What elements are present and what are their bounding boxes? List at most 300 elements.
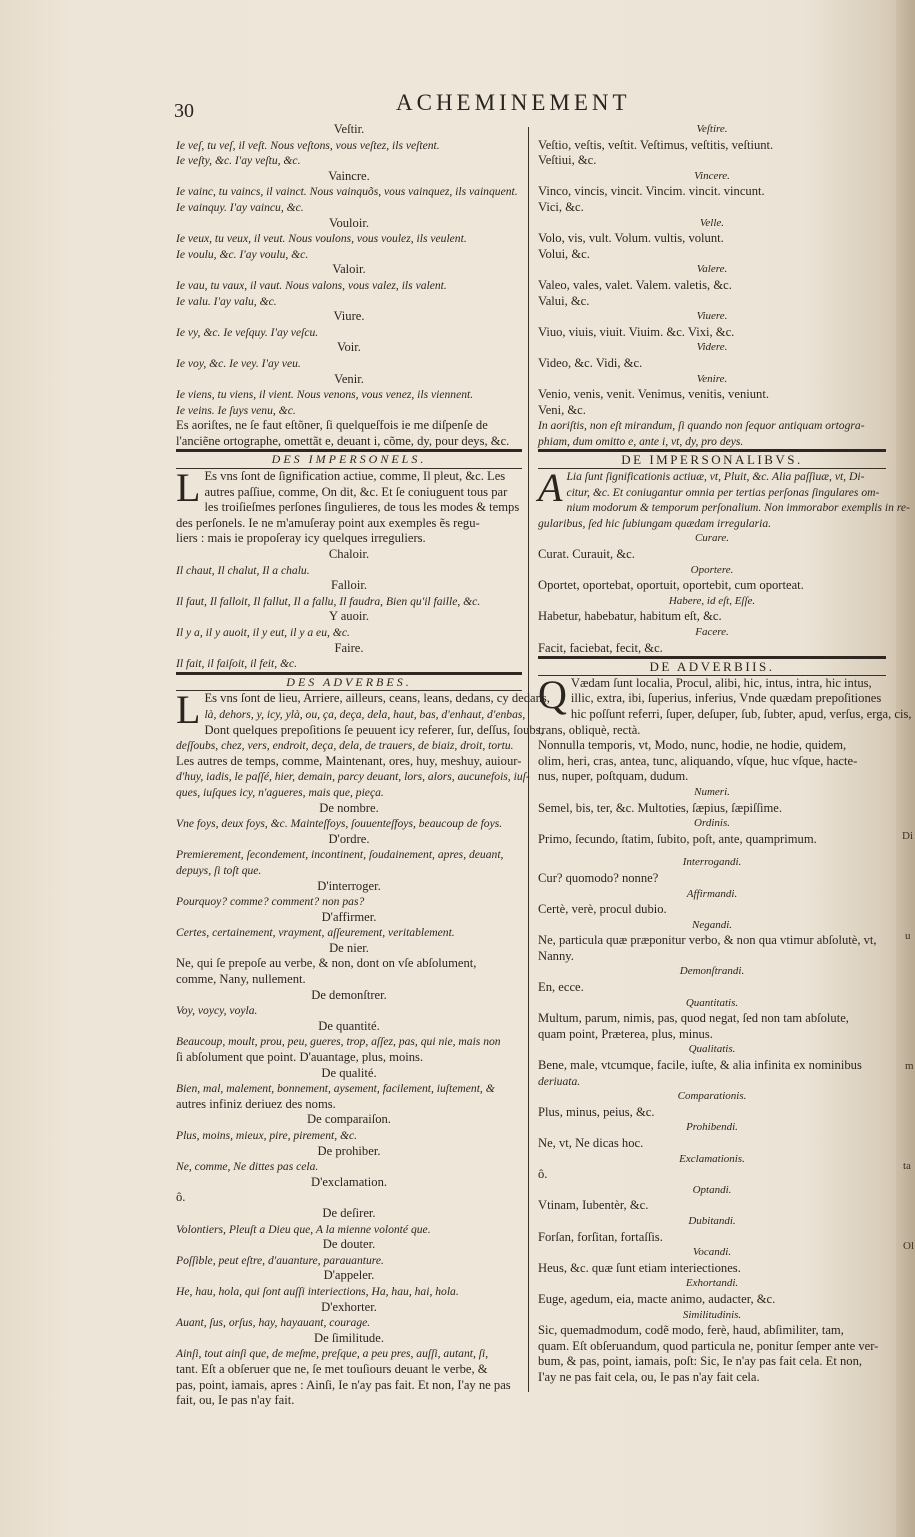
text-line: [538, 1167, 886, 1183]
line-text: Ne, qui ſe prepoſe au verbe, & non, dont on vſe abſolument,: [176, 956, 477, 971]
text-line: [176, 1393, 522, 1409]
subheading: [176, 169, 522, 185]
subheading: [538, 964, 886, 980]
line-text: Dubitandi.: [688, 1214, 736, 1227]
text-line: [538, 387, 886, 403]
text-line: [176, 356, 522, 372]
line-text: Vaincre.: [328, 168, 370, 183]
left-column: [176, 122, 550, 1409]
line-text: Optandi.: [692, 1183, 732, 1196]
text-line: [176, 403, 522, 419]
subheading: [176, 578, 522, 594]
line-text: Qualitatis.: [688, 1043, 736, 1056]
line-text: Similitudinis.: [682, 1308, 742, 1321]
text-line: [176, 894, 522, 910]
line-text: Chaloir.: [328, 547, 370, 562]
line-text: Veſtio, veſtis, veſtit. Veſtimus, veſtitis, veſtiunt.: [538, 137, 774, 152]
line-text: nium modorum & temporum perſonalium. Non immorabor exemplis in re-: [566, 501, 910, 515]
text-line: [176, 563, 522, 579]
text-line: [176, 1159, 522, 1175]
section-heading: [538, 452, 886, 468]
text-line: [538, 723, 886, 739]
line-text: Videre.: [696, 341, 728, 354]
text-line: [176, 1253, 522, 1269]
section-heading: [176, 452, 522, 468]
line-text: Ie valu. I'ay valu, &c.: [176, 294, 277, 308]
text-line: [538, 1370, 886, 1386]
text-line: [176, 1315, 522, 1331]
text-line: [176, 656, 522, 672]
line-text: Premierement, ſecondement, incontinent, ſoudainement, apres, deuant,: [176, 848, 504, 862]
text-line: [176, 625, 522, 641]
line-text: Ne, vt, Ne dicas hoc.: [538, 1136, 644, 1150]
line-text: hic poſſunt referri, ſuper, deſuper, ſub, ſubter, apud, verſus, erga, cis,: [570, 706, 912, 721]
line-text: Voir.: [337, 340, 361, 355]
text-line: [176, 247, 522, 263]
subheading: [538, 996, 886, 1012]
text-line: [176, 785, 522, 801]
line-text: Exhortandi.: [685, 1277, 739, 1290]
line-text: Valui, &c.: [538, 293, 590, 308]
text-line: [176, 231, 522, 247]
text-line: [176, 1190, 522, 1206]
subheading: [538, 309, 886, 325]
line-text: Dont quelques prepoſitions ſe peuuent icy referer, ſur, deſſus, ſoubs,: [204, 722, 544, 737]
subheading: [176, 216, 522, 232]
line-text: quam point, Præterea, plus, minus.: [538, 1026, 713, 1041]
text-line: [176, 1050, 522, 1066]
subheading: [538, 563, 886, 579]
text-line: [176, 1128, 522, 1144]
line-text: autres infiniz deriuez des noms.: [176, 1096, 336, 1111]
edge-fragment: u: [905, 930, 911, 942]
text-line: [538, 200, 886, 216]
line-text: De ſimilitude.: [314, 1330, 384, 1345]
line-text: Vne foys, deux foys, &c. Mainteſfoys, ſouuenteſfoys, beaucoup de foys.: [176, 817, 503, 831]
text-line: [176, 387, 522, 403]
line-text: Viure.: [333, 309, 365, 324]
line-text: De deſirer.: [322, 1205, 376, 1220]
text-line: [538, 754, 886, 770]
text-line: [538, 325, 886, 341]
subheading: [538, 372, 886, 388]
subheading: [538, 887, 886, 903]
line-text: Voy, voycy, voyla.: [176, 1004, 258, 1018]
line-text: De comparaiſon.: [307, 1112, 391, 1127]
line-text: Vincere.: [694, 169, 730, 182]
line-text: Il faut, Il falloit, Il fallut, Il a fallu, Il faudra, Bien qu'il faille, &c.: [176, 594, 481, 608]
subheading: [538, 1308, 886, 1324]
line-text: Bien, mal, malement, bonnement, aysement, facilement, iuſtement, &: [176, 1082, 495, 1096]
subheading: [176, 1237, 522, 1253]
line-text: De demonſtrer.: [311, 987, 387, 1002]
subheading: [176, 801, 522, 817]
text-line: [538, 871, 886, 887]
line-text: tant. Eſt a obſeruer que ne, ſe met touſiours deuant le verbe, &: [176, 1361, 488, 1376]
text-line: [538, 1136, 886, 1152]
line-text: Ie viens, tu viens, il vient. Nous venons, vous venez, ils viennent.: [176, 388, 474, 402]
text-line: [538, 485, 886, 501]
text-line: [538, 1292, 886, 1308]
line-text: Vædam ſunt localia, Procul, alibi, hic, intus, intra, hic intus,: [570, 675, 872, 690]
line-text: DE ADVERBIIS.: [649, 659, 775, 675]
text-line: [176, 972, 522, 988]
line-text: De douter.: [322, 1237, 376, 1252]
drop-capital: L: [176, 465, 201, 511]
text-line: [176, 769, 530, 785]
subheading: [538, 785, 886, 801]
line-text: Facit, faciebat, fecit, &c.: [538, 640, 663, 655]
subheading: [176, 609, 522, 625]
subheading: [176, 1019, 522, 1035]
line-text: Vinco, vincis, vincit. Vincim. vincit. vincunt.: [538, 184, 765, 199]
line-text: Veſtiui, &c.: [538, 153, 597, 168]
text-line: [176, 153, 522, 169]
line-text: Ie vainc, tu vaincs, il vainct. Nous vainquõs, vous vainquez, ils vainquent.: [176, 185, 518, 199]
text-line: [176, 956, 522, 972]
subheading: [538, 122, 886, 138]
text-line: [176, 1003, 522, 1019]
subheading: [176, 1268, 522, 1284]
text-line: [538, 933, 886, 949]
subheading: [538, 1276, 886, 1292]
text-line: [538, 278, 886, 294]
text-line: [176, 1097, 522, 1113]
line-text: Habere, id eſt, Eſſe.: [668, 594, 756, 607]
line-text: De prohiber.: [317, 1143, 381, 1158]
text-line: [538, 247, 886, 263]
line-text: Cur? quomodo? nonne?: [538, 870, 659, 885]
text-line: [176, 1284, 522, 1300]
line-text: Veſtir.: [333, 122, 365, 136]
line-text: des perſonels. Ie ne m'amuſeray point aux exemples ẽs regu-: [176, 515, 480, 530]
text-line: [538, 738, 886, 754]
line-text: Semel, bis, ter, &c. Multoties, ſæpius, ſæpiſſime.: [538, 800, 783, 815]
line-text: D'affirmer.: [321, 909, 377, 924]
line-text: Exclamationis.: [679, 1152, 745, 1165]
text-line: [538, 832, 886, 848]
text-line: [176, 847, 522, 863]
subheading: [538, 1183, 886, 1199]
section-heading: [176, 675, 522, 691]
subheading: [176, 641, 522, 657]
subheading: [176, 1206, 522, 1222]
line-text: Ie veſ, tu veſ, il veſt. Nous veſtons, vous veſtez, ils veſtent.: [176, 138, 440, 152]
line-text: Certè, verè, procul dubio.: [538, 902, 667, 917]
text-line: [538, 1058, 886, 1074]
line-text: Video, &c. Vidi, &c.: [538, 355, 643, 370]
subheading: [176, 372, 522, 388]
text-line: [538, 138, 886, 154]
line-text: pas, point, iamais, apres : Ainſi, Ie n'ay pas fait. Et non, I'ay ne pas: [176, 1377, 511, 1392]
text-line: [176, 531, 522, 547]
line-text: Heus, &c. quæ ſunt etiam interiectiones.: [538, 1260, 741, 1275]
line-text: DES IMPERSONELS.: [271, 452, 427, 467]
text-line: [176, 863, 522, 879]
line-text: Velle.: [699, 216, 725, 229]
line-text: Ne, particula quæ præponitur verbo, & non qua vtimur abſolutè, vt,: [538, 933, 877, 948]
line-text: Veni, &c.: [538, 402, 586, 417]
drop-capital: L: [176, 687, 201, 733]
line-text: Valeo, vales, valet. Valem. valetis, &c.: [538, 277, 732, 292]
line-text: D'interroger.: [317, 878, 381, 893]
line-text: En, ecce.: [538, 980, 584, 995]
line-text: D'exclamation.: [310, 1174, 388, 1189]
line-text: trans, obliquè, rectà.: [538, 722, 641, 737]
right-column: [538, 122, 912, 1386]
line-text: Sic, quemadmodum, codẽ modo, ferè, haud, abſimiliter, tam,: [538, 1323, 844, 1338]
line-text: Viuo, viuis, viuit. Viuim. &c. Vixi, &c.: [538, 324, 735, 339]
text-line: [176, 184, 522, 200]
line-text: quam. Eſt obſeruandum, quod particula ne, ponitur ſemper ante ver-: [538, 1338, 879, 1353]
line-text: d'huy, iadis, le paſſé, hier, demain, parcy deuant, lors, alors, aucunefois, iuſ-: [176, 770, 530, 784]
line-text: Plus, minus, peius, &c.: [538, 1104, 655, 1119]
text-line: [538, 356, 886, 372]
edge-fragment: ta: [903, 1160, 911, 1172]
text-line: [538, 1261, 886, 1277]
text-line: [538, 547, 886, 563]
subheading: [538, 1089, 886, 1105]
line-text: Ie veux, tu veux, il veut. Nous voulons, vous voulez, ils veulent.: [176, 232, 467, 246]
text-line: [538, 801, 886, 817]
text-line: [538, 1230, 886, 1246]
line-text: Negandi.: [691, 918, 733, 931]
subheading: [176, 1144, 522, 1160]
line-text: Ie voy, &c. Ie vey. I'ay veu.: [176, 356, 301, 370]
line-text: Ie veſty, &c. I'ay veſtu, &c.: [176, 154, 301, 168]
text-line: [538, 706, 912, 723]
line-text: Poſſible, peut eſtre, d'auanture, parauanture.: [176, 1253, 384, 1267]
text-line: [176, 1222, 522, 1238]
subheading: [538, 918, 886, 934]
subheading: [538, 262, 886, 278]
line-text: les troiſieſmes perſones ſingulieres, de tous les modes & temps: [204, 500, 520, 515]
subheading: [176, 879, 522, 895]
text-line: [176, 1034, 522, 1050]
subheading: [176, 1066, 522, 1082]
text-line: [538, 609, 886, 625]
line-text: ô.: [176, 1190, 186, 1205]
subheading: [538, 1214, 886, 1230]
text-line: [538, 1354, 886, 1370]
line-text: Euge, agedum, eia, macte animo, audacter, &c.: [538, 1291, 776, 1306]
subheading: [176, 122, 522, 138]
line-text: ques, iuſques icy, n'agueres, mais que, pieça.: [176, 785, 384, 799]
line-text: Faire.: [334, 640, 364, 655]
line-text: ô.: [538, 1167, 548, 1182]
line-text: Ne, comme, Ne dittes pas cela.: [176, 1160, 319, 1174]
text-line: [176, 500, 522, 516]
line-text: De nombre.: [319, 800, 379, 815]
text-line: [538, 691, 886, 707]
text-line: [538, 641, 886, 657]
line-text: Certes, certainement, vrayment, aſſeurement, veritablement.: [176, 926, 455, 940]
line-text: Es vns ſont de ſignification actiue, comme, Il pleut, &c. Les: [204, 469, 506, 484]
text-line: [538, 1323, 886, 1339]
line-text: Veſtire.: [696, 123, 728, 135]
line-text: phiam, dum omitto e, ante i, vt, dy, pro deys.: [538, 434, 744, 448]
text-line: [176, 1362, 522, 1378]
line-text: olim, heri, cras, antea, tunc, aliquando, vſque, huc vſque, hacte-: [538, 753, 858, 768]
line-text: Quantitatis.: [685, 996, 739, 1009]
subheading: [176, 910, 522, 926]
line-text: Habetur, habebatur, habitum eſt, &c.: [538, 609, 722, 624]
line-text: DES ADVERBES.: [286, 674, 412, 689]
text-line: [176, 418, 522, 434]
line-text: Auant, ſus, orſus, hay, hayauant, courage.: [176, 1316, 371, 1330]
text-line: [538, 153, 886, 169]
line-text: Ie veins. Ie ſuys venu, &c.: [176, 403, 296, 417]
line-text: Ie vainquy. I'ay vaincu, &c.: [176, 200, 304, 214]
subheading: [538, 594, 886, 610]
text-line: [176, 138, 522, 154]
section-heading: [538, 659, 886, 675]
line-text: Pourquoy? comme? comment? non pas?: [176, 895, 365, 909]
text-line: [538, 516, 886, 532]
subheading: [538, 531, 886, 547]
subheading: [538, 816, 886, 832]
line-text: là, dehors, y, icy, ylà, ou, ça, deça, dela, haut, bas, d'enhaut, d'enbas,: [204, 707, 526, 721]
line-text: In aoriſtis, non eſt mirandum, ſi quando non ſequor antiquam ortogra-: [538, 419, 865, 433]
line-text: Volo, vis, vult. Volum. vultis, volunt.: [538, 231, 724, 246]
text-line: [176, 325, 522, 341]
line-text: Comparationis.: [677, 1090, 747, 1103]
subheading: [538, 1152, 886, 1168]
spacer: [538, 847, 886, 855]
text-line: [538, 1105, 886, 1121]
line-text: Ie voulu, &c. I'ay voulu, &c.: [176, 247, 309, 261]
line-text: Vtinam, Iubentèr, &c.: [538, 1198, 649, 1213]
text-line: [538, 403, 886, 419]
line-text: illic, extra, ibi, ſuperius, inferius, Vnde quædam prepoſitiones: [570, 691, 882, 706]
line-text: Venio, venis, venit. Venimus, venitis, veniunt.: [538, 387, 769, 402]
line-text: Numeri.: [694, 785, 730, 798]
subheading: [176, 832, 522, 848]
line-text: Forſan, forſitan, fortaſſis.: [538, 1229, 663, 1244]
text-line: [176, 1346, 522, 1362]
line-text: Es vns ſont de lieu, Arriere, ailleurs, ceans, leans, dedans, cy dedans,: [204, 691, 550, 706]
line-text: Prohibendi.: [686, 1121, 738, 1134]
line-text: Curat. Curauit, &c.: [538, 547, 635, 562]
text-line: [538, 294, 886, 310]
text-line: [176, 722, 544, 739]
text-line: [176, 816, 522, 832]
text-line: [538, 1074, 886, 1090]
line-text: Volui, &c.: [538, 246, 590, 261]
drop-capital: A: [538, 465, 563, 511]
text-line: [176, 754, 522, 770]
subheading: [538, 340, 886, 356]
text-line: [538, 1011, 886, 1027]
line-text: fait, ou, Ie pas n'ay fait.: [176, 1393, 295, 1408]
text-line: [538, 231, 886, 247]
text-line: [538, 1339, 886, 1355]
line-text: Les autres de temps, comme, Maintenant, ores, huy, meshuy, auiour-: [176, 753, 522, 768]
line-text: Affirmandi.: [686, 887, 738, 900]
line-text: Curare.: [694, 532, 730, 545]
line-text: Vouloir.: [328, 215, 369, 230]
line-text: De qualité.: [321, 1065, 377, 1080]
line-text: D'appeler.: [323, 1268, 375, 1283]
line-text: Valere.: [696, 263, 728, 276]
text-line: [176, 434, 522, 450]
line-text: Nonnulla temporis, vt, Modo, nunc, hodie, ne hodie, quidem,: [538, 738, 847, 753]
text-line: [538, 1198, 886, 1214]
text-line: [176, 1378, 522, 1394]
subheading: [176, 309, 522, 325]
text-line: [538, 418, 886, 434]
line-text: Valoir.: [332, 262, 366, 277]
line-text: Es aoriſtes, ne ſe faut eſtõner, ſi quelqueſfois ie me diſpenſe de: [176, 418, 488, 433]
text-line: [176, 485, 522, 501]
line-text: depuys, ſi toſt que.: [176, 863, 262, 877]
line-text: deriuata.: [538, 1074, 581, 1088]
subheading: [176, 1331, 522, 1347]
line-text: Beaucoup, moult, prou, peu, gueres, trop, aſſez, pas, qui nie, mais non: [176, 1035, 501, 1049]
line-text: deſſoubs, chez, vers, endroit, deça, dela, de trauers, de biaiz, droit, tortu.: [176, 739, 514, 753]
line-text: Multum, parum, nimis, pas, quod negat, ſed non tam abſolute,: [538, 1011, 849, 1026]
line-text: He, hau, hola, qui ſont auſſi interiections, Ha, hau, hai, hola.: [176, 1284, 459, 1298]
text-line: [538, 980, 886, 996]
next-page-edge: [896, 0, 915, 1537]
subheading: [538, 1120, 886, 1136]
line-text: l'anciẽne ortographe, omettãt e, deuant i, cõme, dy, pour deys, &c.: [176, 433, 510, 448]
subheading: [176, 340, 522, 356]
text-line: [538, 1027, 886, 1043]
line-text: Y auoir.: [328, 609, 370, 624]
line-text: comme, Nany, nullement.: [176, 972, 306, 987]
line-text: Il fait, il faiſoit, il feit, &c.: [176, 657, 298, 671]
line-text: nus, nuper, poſtquam, dudum.: [538, 769, 689, 784]
subheading: [538, 855, 886, 871]
line-text: De quantité.: [318, 1018, 380, 1033]
line-text: Interrogandi.: [682, 856, 742, 869]
text-line: [176, 1081, 522, 1097]
subheading: [538, 1245, 886, 1261]
text-line: [176, 707, 526, 723]
line-text: citur, &c. Et coniugantur omnia per tertias perſonas ſingulares om-: [566, 485, 880, 499]
line-text: liers : mais ie propoſeray icy quelques irreguliers.: [176, 531, 426, 546]
line-text: Nanny.: [538, 948, 574, 963]
line-text: gularibus, ſed hic ſubiungam quædam irregularia.: [538, 516, 772, 530]
subheading: [176, 547, 522, 563]
line-text: D'ordre.: [328, 831, 370, 846]
line-text: bum, & pas, point, iamais, poſt: Sic, Ie n'ay pas fait cela. Et non,: [538, 1354, 863, 1369]
line-text: Lia ſunt ſignificationis actiuæ, vt, Pluit, &c. Alia paſſiuæ, vt, Di-: [566, 470, 865, 484]
line-text: Oportet, oportebat, oportuit, oportebit, cum oporteat.: [538, 578, 804, 593]
line-text: Falloir.: [330, 578, 368, 593]
text-line: [538, 902, 886, 918]
line-text: Volontiers, Pleuſt a Dieu que, A la mienne volonté que.: [176, 1222, 431, 1236]
line-text: Vocandi.: [692, 1246, 732, 1259]
line-text: Primo, ſecundo, ſtatim, ſubito, poſt, ante, quamprimum.: [538, 831, 817, 846]
subheading: [176, 1175, 522, 1191]
line-text: Ie vau, tu vaux, il vaut. Nous valons, vous valez, ils valent.: [176, 278, 447, 292]
line-text: D'exhorter.: [321, 1299, 377, 1314]
line-text: I'ay ne pas fait cela, ou, Ie pas n'ay fait cela.: [538, 1369, 760, 1384]
text-line: [176, 516, 522, 532]
line-text: Facere.: [695, 626, 729, 638]
line-text: Il y a, il y auoit, il y eut, il y a eu, &c.: [176, 626, 350, 639]
text-line: [538, 500, 910, 516]
line-text: Demonſtrandi.: [679, 965, 745, 978]
edge-fragment: Di: [902, 830, 913, 842]
subheading: [176, 262, 522, 278]
text-line: [176, 925, 522, 941]
edge-fragment: Ol: [903, 1240, 914, 1252]
text-line: [538, 184, 886, 200]
page-number: 30: [174, 100, 194, 122]
